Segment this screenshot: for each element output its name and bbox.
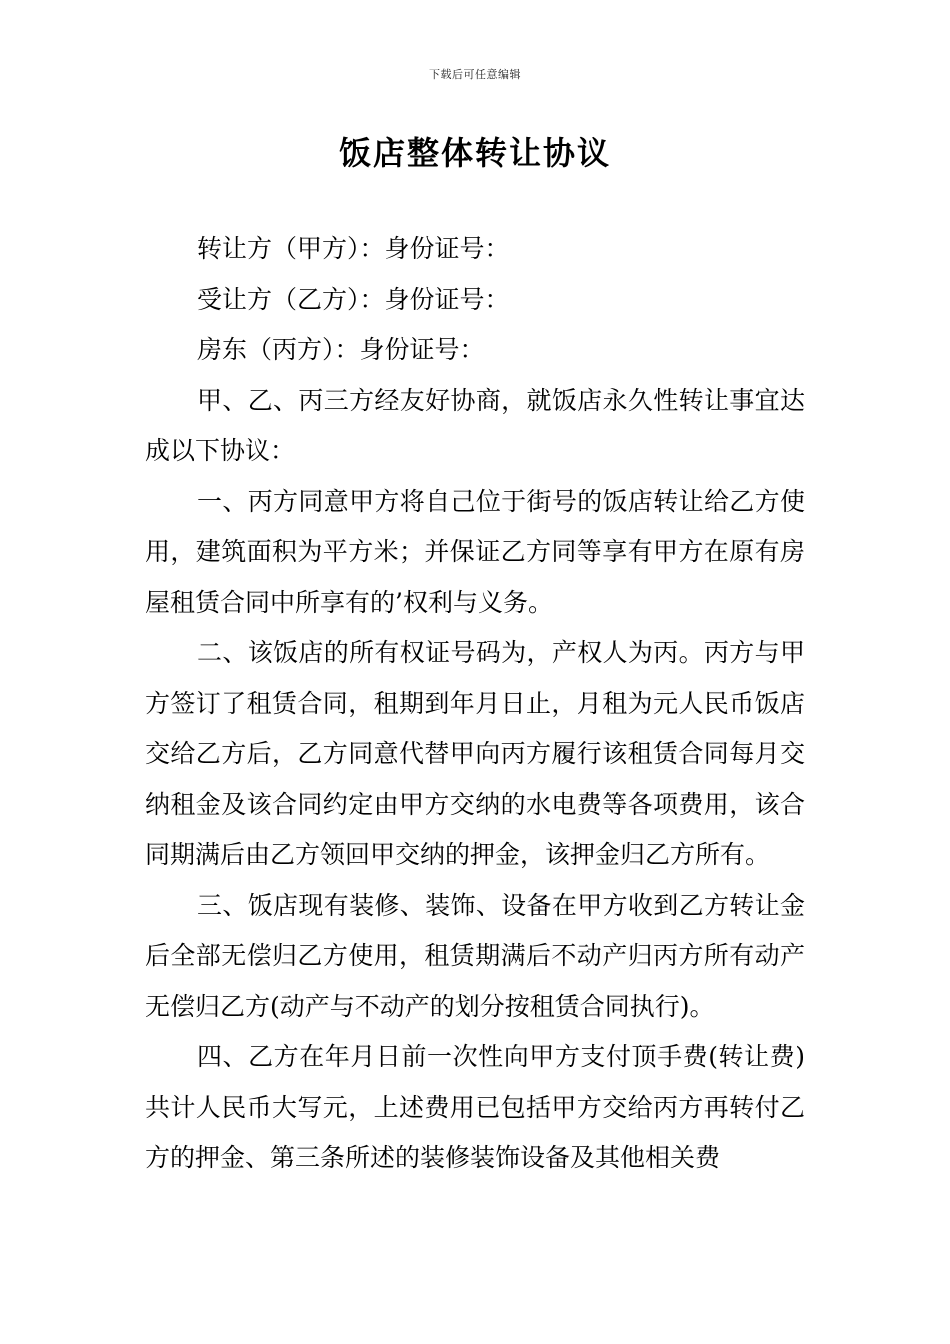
party-b-line: 受让方（乙方）：身份证号：: [197, 284, 510, 314]
header-note: 下载后可任意编辑: [429, 68, 521, 81]
document-title: 饭店整体转让协议: [338, 134, 611, 172]
clause-4: 四、乙方在年月日前一次性向甲方支付顶手费(转让费)共计人民币大写元，上述费用已包括甲方交给丙方再转付乙方的押金、第三条所述的装修装饰设备及其他相关费: [145, 1042, 805, 1172]
party-a-line: 转让方（甲方）：身份证号：: [197, 234, 510, 263]
clause-3: 三、饭店现有装修、装饰、设备在甲方收到乙方转让金后全部无偿归乙方使用，租赁期满后不动产归丙方所有动产无偿归乙方(动产与不动产的划分按租赁合同执行)。: [145, 890, 805, 1021]
party-c-line: 房东（丙方）：身份证号：: [197, 335, 485, 364]
document-body: [145, 224, 805, 1184]
clause-1: 一、丙方同意甲方将自己位于街号的饭店转让给乙方使用，建筑面积为平方米；并保证乙方同等享有甲方在原有房屋租赁合同中所享有的’权利与义务。: [145, 486, 805, 617]
intro-paragraph: 甲、乙、丙三方经友好协商，就饭店永久性转让事宜达成以下协议：: [145, 385, 805, 465]
clause-2: 二、该饭店的所有权证号码为，产权人为丙。丙方与甲方签订了租赁合同，租期到年月日止，月租为元人民币饭店交给乙方后，乙方同意代替甲向丙方履行该租赁合同每月交纳租金及该合同约定由甲方交纳的水电费等各项费用，该合同期满后由乙方领回甲交纳的押金，该押金归乙方所有。: [145, 638, 805, 869]
